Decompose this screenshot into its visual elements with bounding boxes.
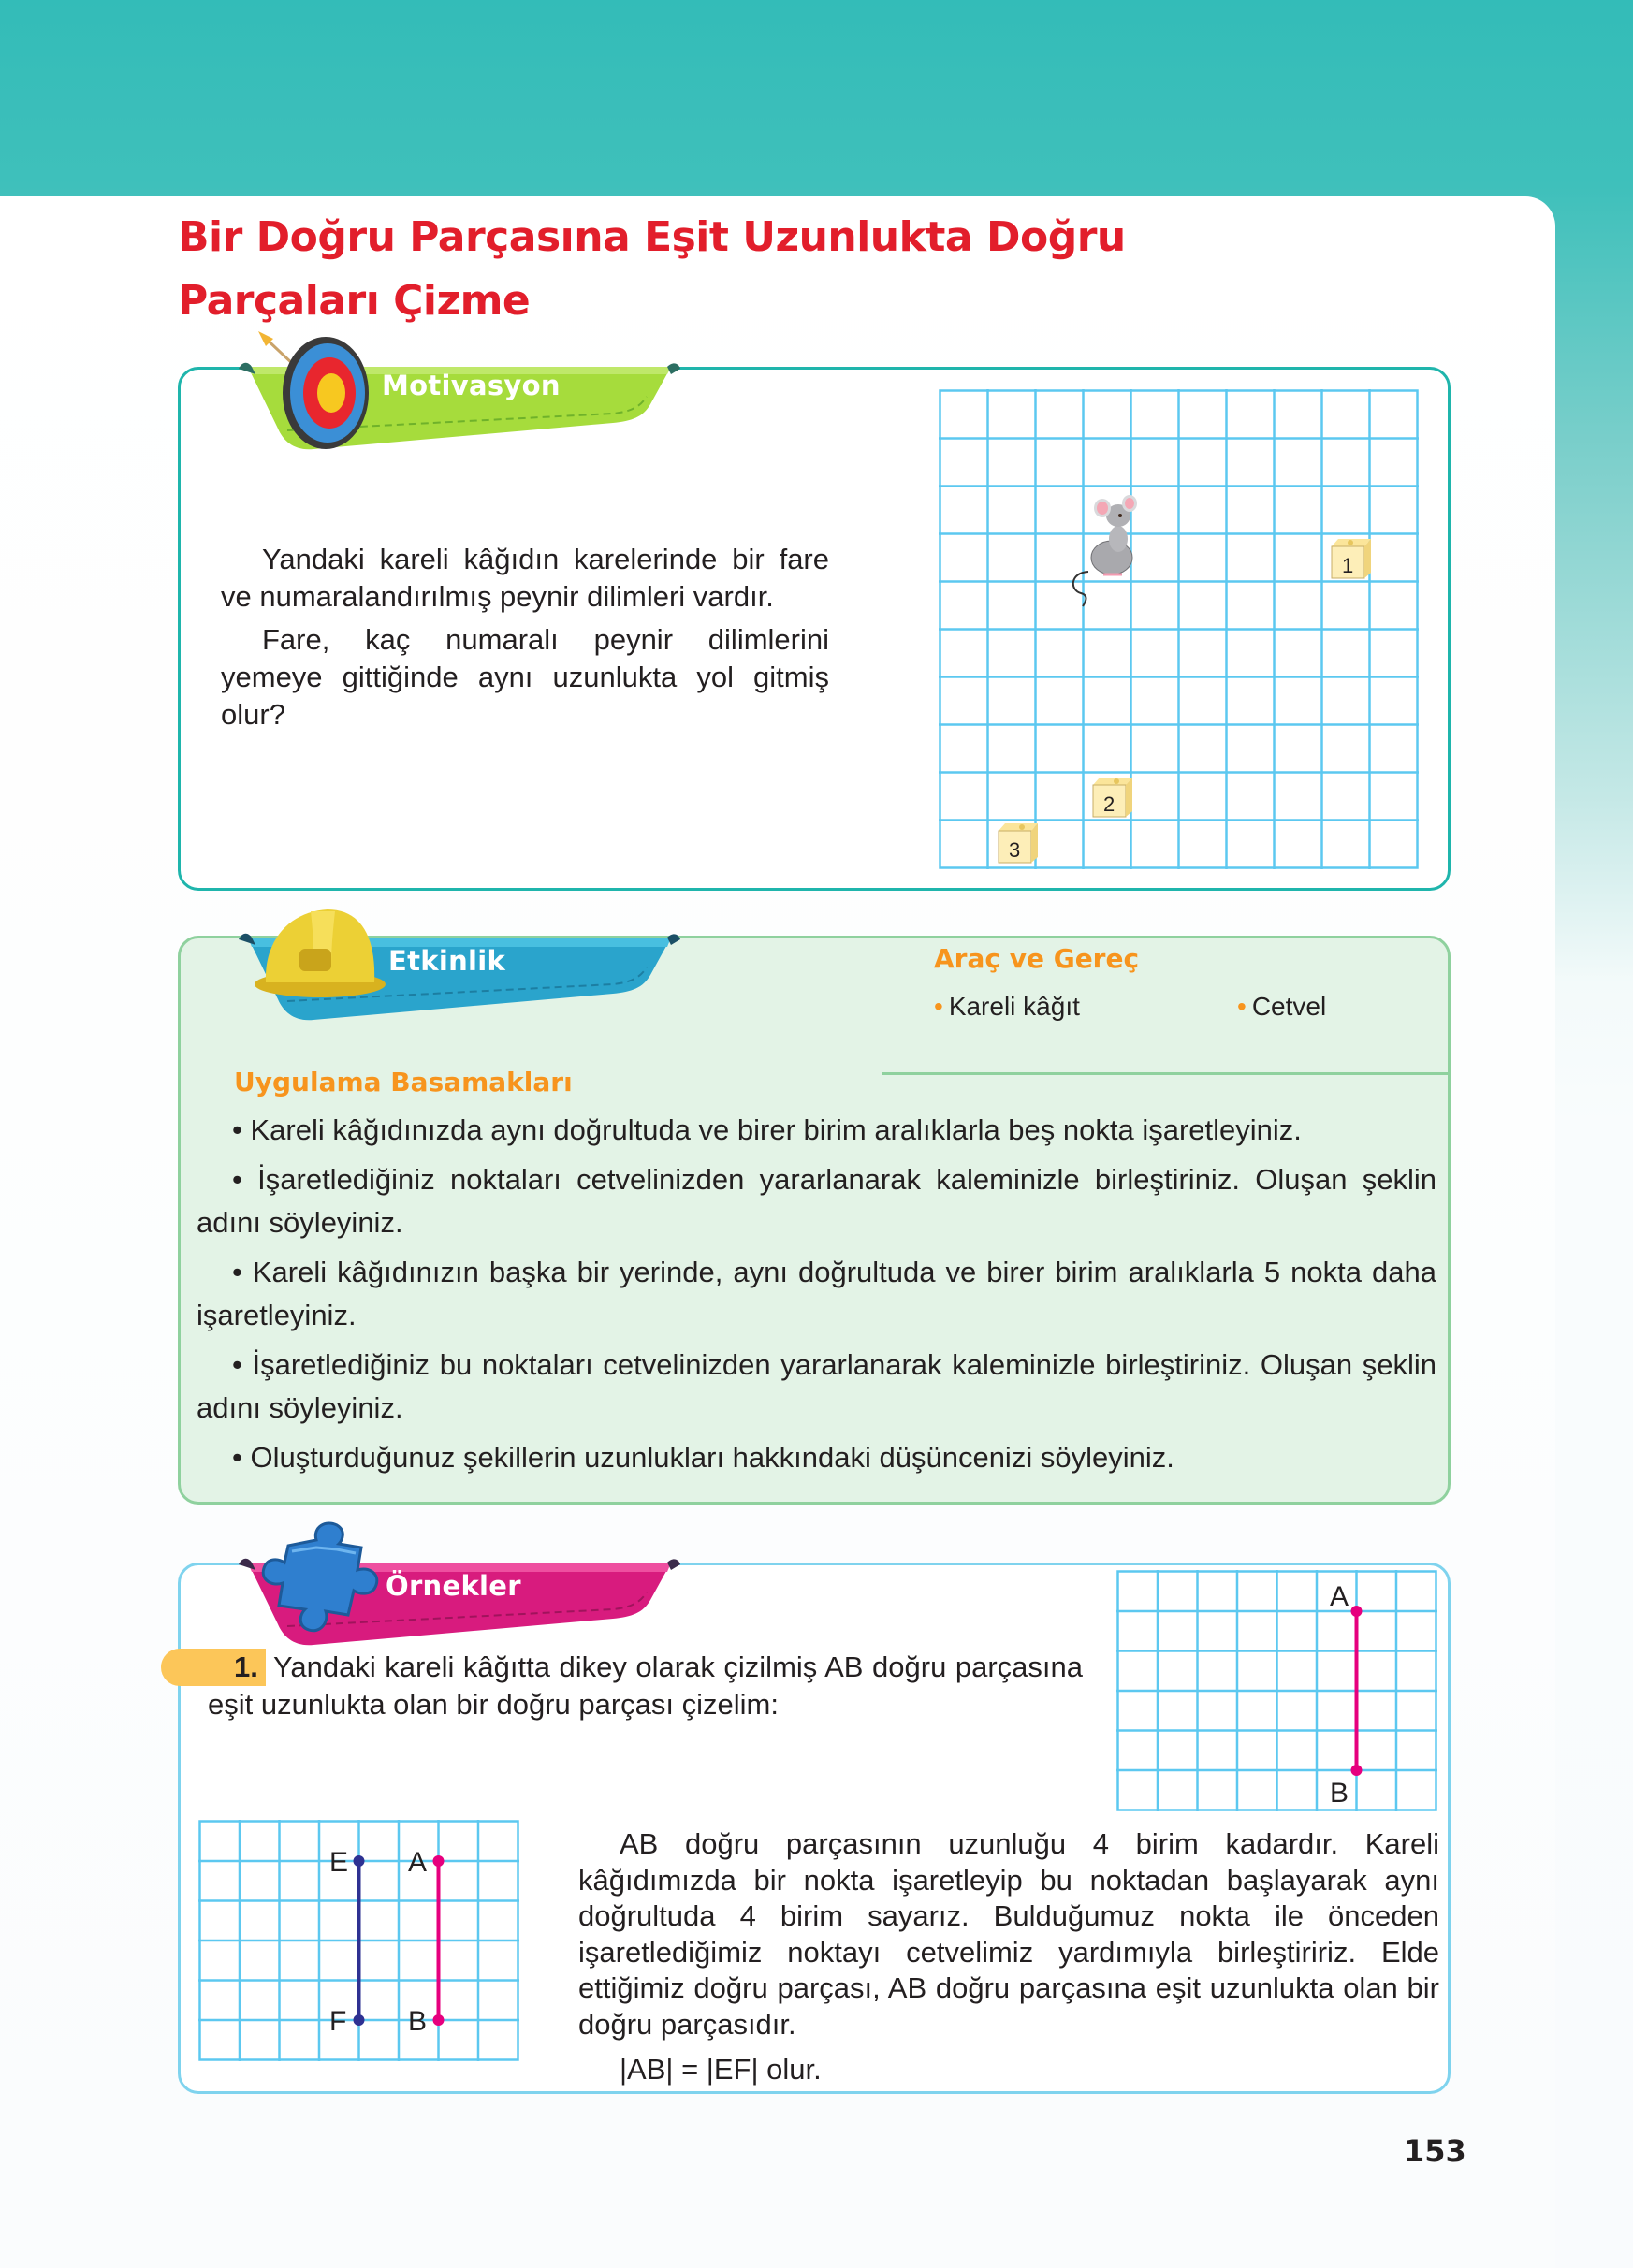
ornekler-label: Örnekler: [386, 1570, 521, 1602]
example-result: |AB| = |EF| olur.: [620, 2053, 822, 2086]
step-item: • İşaretlediğiniz bu noktaları cetvelinizden yararlanarak kaleminizle birleştiriniz. Oluşan şeklin adını söyleyiniz.: [197, 1348, 1436, 1424]
point-b-icon: [433, 2014, 445, 2026]
svg-text:B: B: [1330, 1778, 1349, 1809]
svg-text:B: B: [408, 2006, 428, 2037]
point-a-icon: [1351, 1606, 1363, 1617]
hard-hat-icon: [245, 900, 386, 1003]
page-title: [178, 206, 1301, 333]
bullet-icon: •: [1237, 992, 1247, 1021]
point-a-icon: [433, 1855, 445, 1867]
page-number: 153: [1404, 2133, 1466, 2169]
mouse-cheese-grid: [939, 389, 1421, 871]
target-icon: [253, 329, 374, 451]
cheese-1-icon: [1332, 539, 1371, 578]
page-title-line-1: Bir Doğru Parçasına Eşit Uzunlukta Doğru: [178, 213, 1126, 261]
example-explanation: AB doğru parçasının uzunluğu 4 birim kadardır. Kareli kâğıdımızda bir nokta işaretleyip bu noktadan başlayarak aynı doğrultuda 4 birim sayarız. Bulduğumuz nokta ile önceden işaretlediğimiz noktayı cetvelimiz yardımıyla birleştiririz. Elde ettiğimiz doğru parçası, AB doğru parçasına eşit uzunlukta olan bir doğru parçasıdır.: [578, 1827, 1439, 2041]
cheese-2-icon: [1093, 778, 1132, 817]
svg-text:2: 2: [1103, 792, 1115, 816]
page-title-line-2: Parçaları Çizme: [178, 277, 531, 325]
svg-text:A: A: [1330, 1581, 1349, 1612]
steps-heading: Uygulama Basamakları: [234, 1067, 573, 1098]
step-item: • İşaretlediğiniz noktaları cetvelinizden yararlanarak kaleminizle birleştiriniz. Oluşan şeklin adını söyleyiniz.: [197, 1163, 1436, 1239]
svg-text:3: 3: [1009, 838, 1021, 862]
point-e-icon: [354, 1855, 365, 1867]
step-item: • Kareli kâğıdınızın başka bir yerinde, aynı doğrultuda ve birer birim aralıklarla 5 nokta daha işaretleyiniz.: [197, 1256, 1436, 1331]
step-item: • Kareli kâğıdınızda aynı doğrultuda ve birer birim aralıklarla beş nokta işaretleyiniz.: [232, 1113, 1302, 1146]
bullet-icon: •: [934, 992, 943, 1021]
svg-text:E: E: [329, 1847, 349, 1878]
puzzle-piece-icon: [251, 1518, 391, 1639]
example-number: 1.: [234, 1650, 258, 1683]
ab-segment-grid: [1116, 1570, 1439, 1813]
svg-text:1: 1: [1342, 554, 1354, 577]
ef-ab-segment-grid: [198, 1820, 521, 2063]
motivasyon-label: Motivasyon: [382, 370, 561, 401]
cheese-3-icon: [999, 823, 1038, 863]
point-b-icon: [1351, 1765, 1363, 1776]
tools-heading: Araç ve Gereç: [934, 943, 1140, 974]
motivasyon-paragraph-1: Yandaki kareli kâğıdın karelerinde bir fare ve numaralandırılmış peynir dilimleri vardır.: [221, 543, 829, 613]
motivasyon-paragraph-2: Fare, kaç numaralı peynir dilimlerini yemeye gittiğinde aynı uzunlukta yol gitmiş olur?: [221, 623, 829, 731]
step-item: • Oluşturduğunuz şekillerin uzunlukları hakkındaki düşüncenizi söyleyiniz.: [232, 1441, 1174, 1474]
etkinlik-label: Etkinlik: [388, 945, 506, 977]
svg-text:A: A: [408, 1847, 428, 1878]
tool-item-kareli-kagit: • Kareli kâğıt: [934, 992, 1080, 1021]
svg-text:F: F: [329, 2006, 347, 2037]
point-f-icon: [354, 2014, 365, 2026]
steps-list: [197, 1109, 1436, 1486]
tools-divider: [882, 1072, 1451, 1075]
example-text: Yandaki kareli kâğıtta dikey olarak çizilmiş AB doğru parçasına eşit uzunlukta olan bir doğru parçası çizelim:: [208, 1650, 1083, 1721]
tool-item-cetvel: • Cetvel: [1237, 992, 1327, 1021]
